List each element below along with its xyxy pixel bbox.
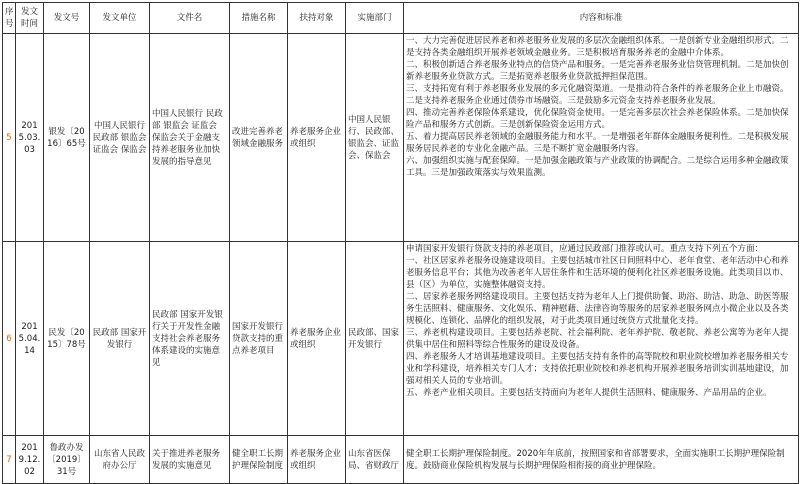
content-line: 二、积极创新适合养老服务业特点的信贷产品和服务。一是完善养老服务业信贷管理机制。二是加快创新养老服务业贷款方式。三是拓宽养老服务业贷款抵押担保范围。: [406, 60, 789, 82]
header-doc-no: 发文号: [44, 3, 90, 34]
header-row: [3, 3, 799, 34]
header-content: 内容和标准: [404, 3, 799, 34]
row-department: 山东省医保局、省财政厅: [346, 436, 404, 484]
row-time: 2015.03.03: [16, 34, 44, 242]
table-row: [3, 242, 799, 436]
header-issuer: 发文单位: [90, 3, 150, 34]
row-measure: 健全职工长期护理保险制度: [230, 436, 288, 484]
row-content: [404, 242, 799, 436]
content-line: 四、养老服务人才培训基地建设项目。主要包括支持有条件的高等院校和职业院校增加养老服务相关专业和学科建设，培养相关专门人才；支持依托职业院校和养老机构开展养老服务培训实训基地建设，加强对相关人员的专业培训。: [406, 352, 789, 386]
content-line: 四、推动完善养老保险体系建设，优化保险资金使用。一是完善多层次社会养老保险体系。二是加快保险产品和服务方式创新。三是创新保险资金运用方式。: [406, 108, 789, 130]
row-index: 7: [3, 436, 16, 484]
row-department: 中国人民银行、民政部、银监会、证监会、保监会: [346, 34, 404, 242]
content-line: 三、养老机构建设项目。主要包括养老院、社会福利院、老年养护院、敬老院、养老公寓等为老年人提供集中居住和照料等综合性服务的建设及设备。: [406, 328, 789, 350]
row-target: 养老服务企业或组织: [288, 34, 346, 242]
row-issuer: 山东省人民政府办公厅: [90, 436, 150, 484]
row-index: 5: [3, 34, 16, 242]
header-file-name: 文件名: [150, 3, 230, 34]
row-time: 2015.04.14: [16, 242, 44, 436]
policy-table: [2, 2, 799, 484]
content-line: 三、支持拓宽有利于养老服务业发展的多元化融资渠道。一是推动符合条件的养老服务企业上市融资。二是支持养老服务企业通过债券市场融资。三是鼓励多元资金支持养老服务业发展。: [406, 84, 789, 106]
content-line: 五、养老产业相关项目。主要包括支持面向为老年人提供生活照料、健康服务、产品用品的企业。: [406, 388, 772, 398]
content-line: 二、居家养老服务网络建设项目。主要包括支持为老年人上门提供助餐、助浴、助洁、助急、助医等服务生活照料、健康服务、文化娱乐、精神慰藉、法律咨询等服务的居家养老服务网点小微企业以及各类规模化、连锁化、品牌化的组织发展，对于此类项目通过统贷方式批量化支持。: [406, 292, 789, 326]
row-issuer: 中国人民银行民政部 银监会证监会 保监会: [90, 34, 150, 242]
header-measure: 措施名称: [230, 3, 288, 34]
row-doc-no: 鲁政办发〔2019〕31号: [44, 436, 90, 484]
content-line: 五、着力提高居民养老领域的金融服务能力和水平。一是增强老年群体金融服务便利性。二是积极发展服务居民养老的专业化金融产品。三是不断扩宽金融服务内容。: [406, 132, 789, 154]
header-department: 实施部门: [346, 3, 404, 34]
content-line: 一、社区居家养老服务设施建设项目。主要包括城市社区日间照料中心、老年食堂、老年活动中心和养老服务信息平台；其他为改善老年人居住条件和生活环境的便利化社区养老服务设施。此类项目以市、县（区）为单位，实施整体融资支持。: [406, 256, 789, 290]
row-file-name: 中国人民银行 民政部 银监会 证监会 保监会关于金融支持养老服务业加快发展的指导意见: [150, 34, 230, 242]
row-file-name: 关于推进养老服务发展的实施意见: [150, 436, 230, 484]
row-time: 2019.12.02: [16, 436, 44, 484]
row-doc-no: 银发〔2016〕65号: [44, 34, 90, 242]
header-index: 序号: [3, 3, 16, 34]
table-row: [3, 436, 799, 484]
header-target: 扶持对象: [288, 3, 346, 34]
row-issuer: 民政部 国家开发银行: [90, 242, 150, 436]
row-department: 民政部、国家开发银行: [346, 242, 404, 436]
row-file-name: 民政部 国家开发银行关于开发性金融支持社会养老服务体系建设的实施意见: [150, 242, 230, 436]
row-index: 6: [3, 242, 16, 436]
row-measure: 改进完善养老领域金融服务: [230, 34, 288, 242]
content-line: 一、大力完善促进居民养老和养老服务业发展的多层次金融组织体系。一是创新专业金融组织形式。二是支持各类金融组织开展养老领域金融业务。三是积极培育服务养老的金融中介体系。: [406, 36, 789, 58]
row-doc-no: 民发〔2015〕78号: [44, 242, 90, 436]
row-content: [404, 436, 799, 484]
row-target: 养老服务企业或组织: [288, 242, 346, 436]
row-measure: 国家开发银行贷款支持的重点养老项目: [230, 242, 288, 436]
content-line: 六、加强组织实施与配套保障。一是加强金融政策与产业政策的协调配合。二是综合运用多种金融政策工具。三是加强政策落实与效果监测。: [406, 156, 789, 178]
table-row: [3, 34, 799, 242]
row-content: [404, 34, 799, 242]
row-target: 养老服务企业或组织: [288, 436, 346, 484]
content-line: 健全职工长期护理保险制度。2020年年底前，按照国家和省部署要求，全面实施职工长期护理保险制度。鼓励商业保险机构发展与长期护理保险相衔接的商业护理保险。: [406, 448, 785, 471]
header-time: 发文时间: [16, 3, 44, 34]
content-line: 申请国家开发银行贷款支持的养老项目，应通过民政部门推荐或认可。重点支持下列五个方面：: [406, 244, 764, 254]
